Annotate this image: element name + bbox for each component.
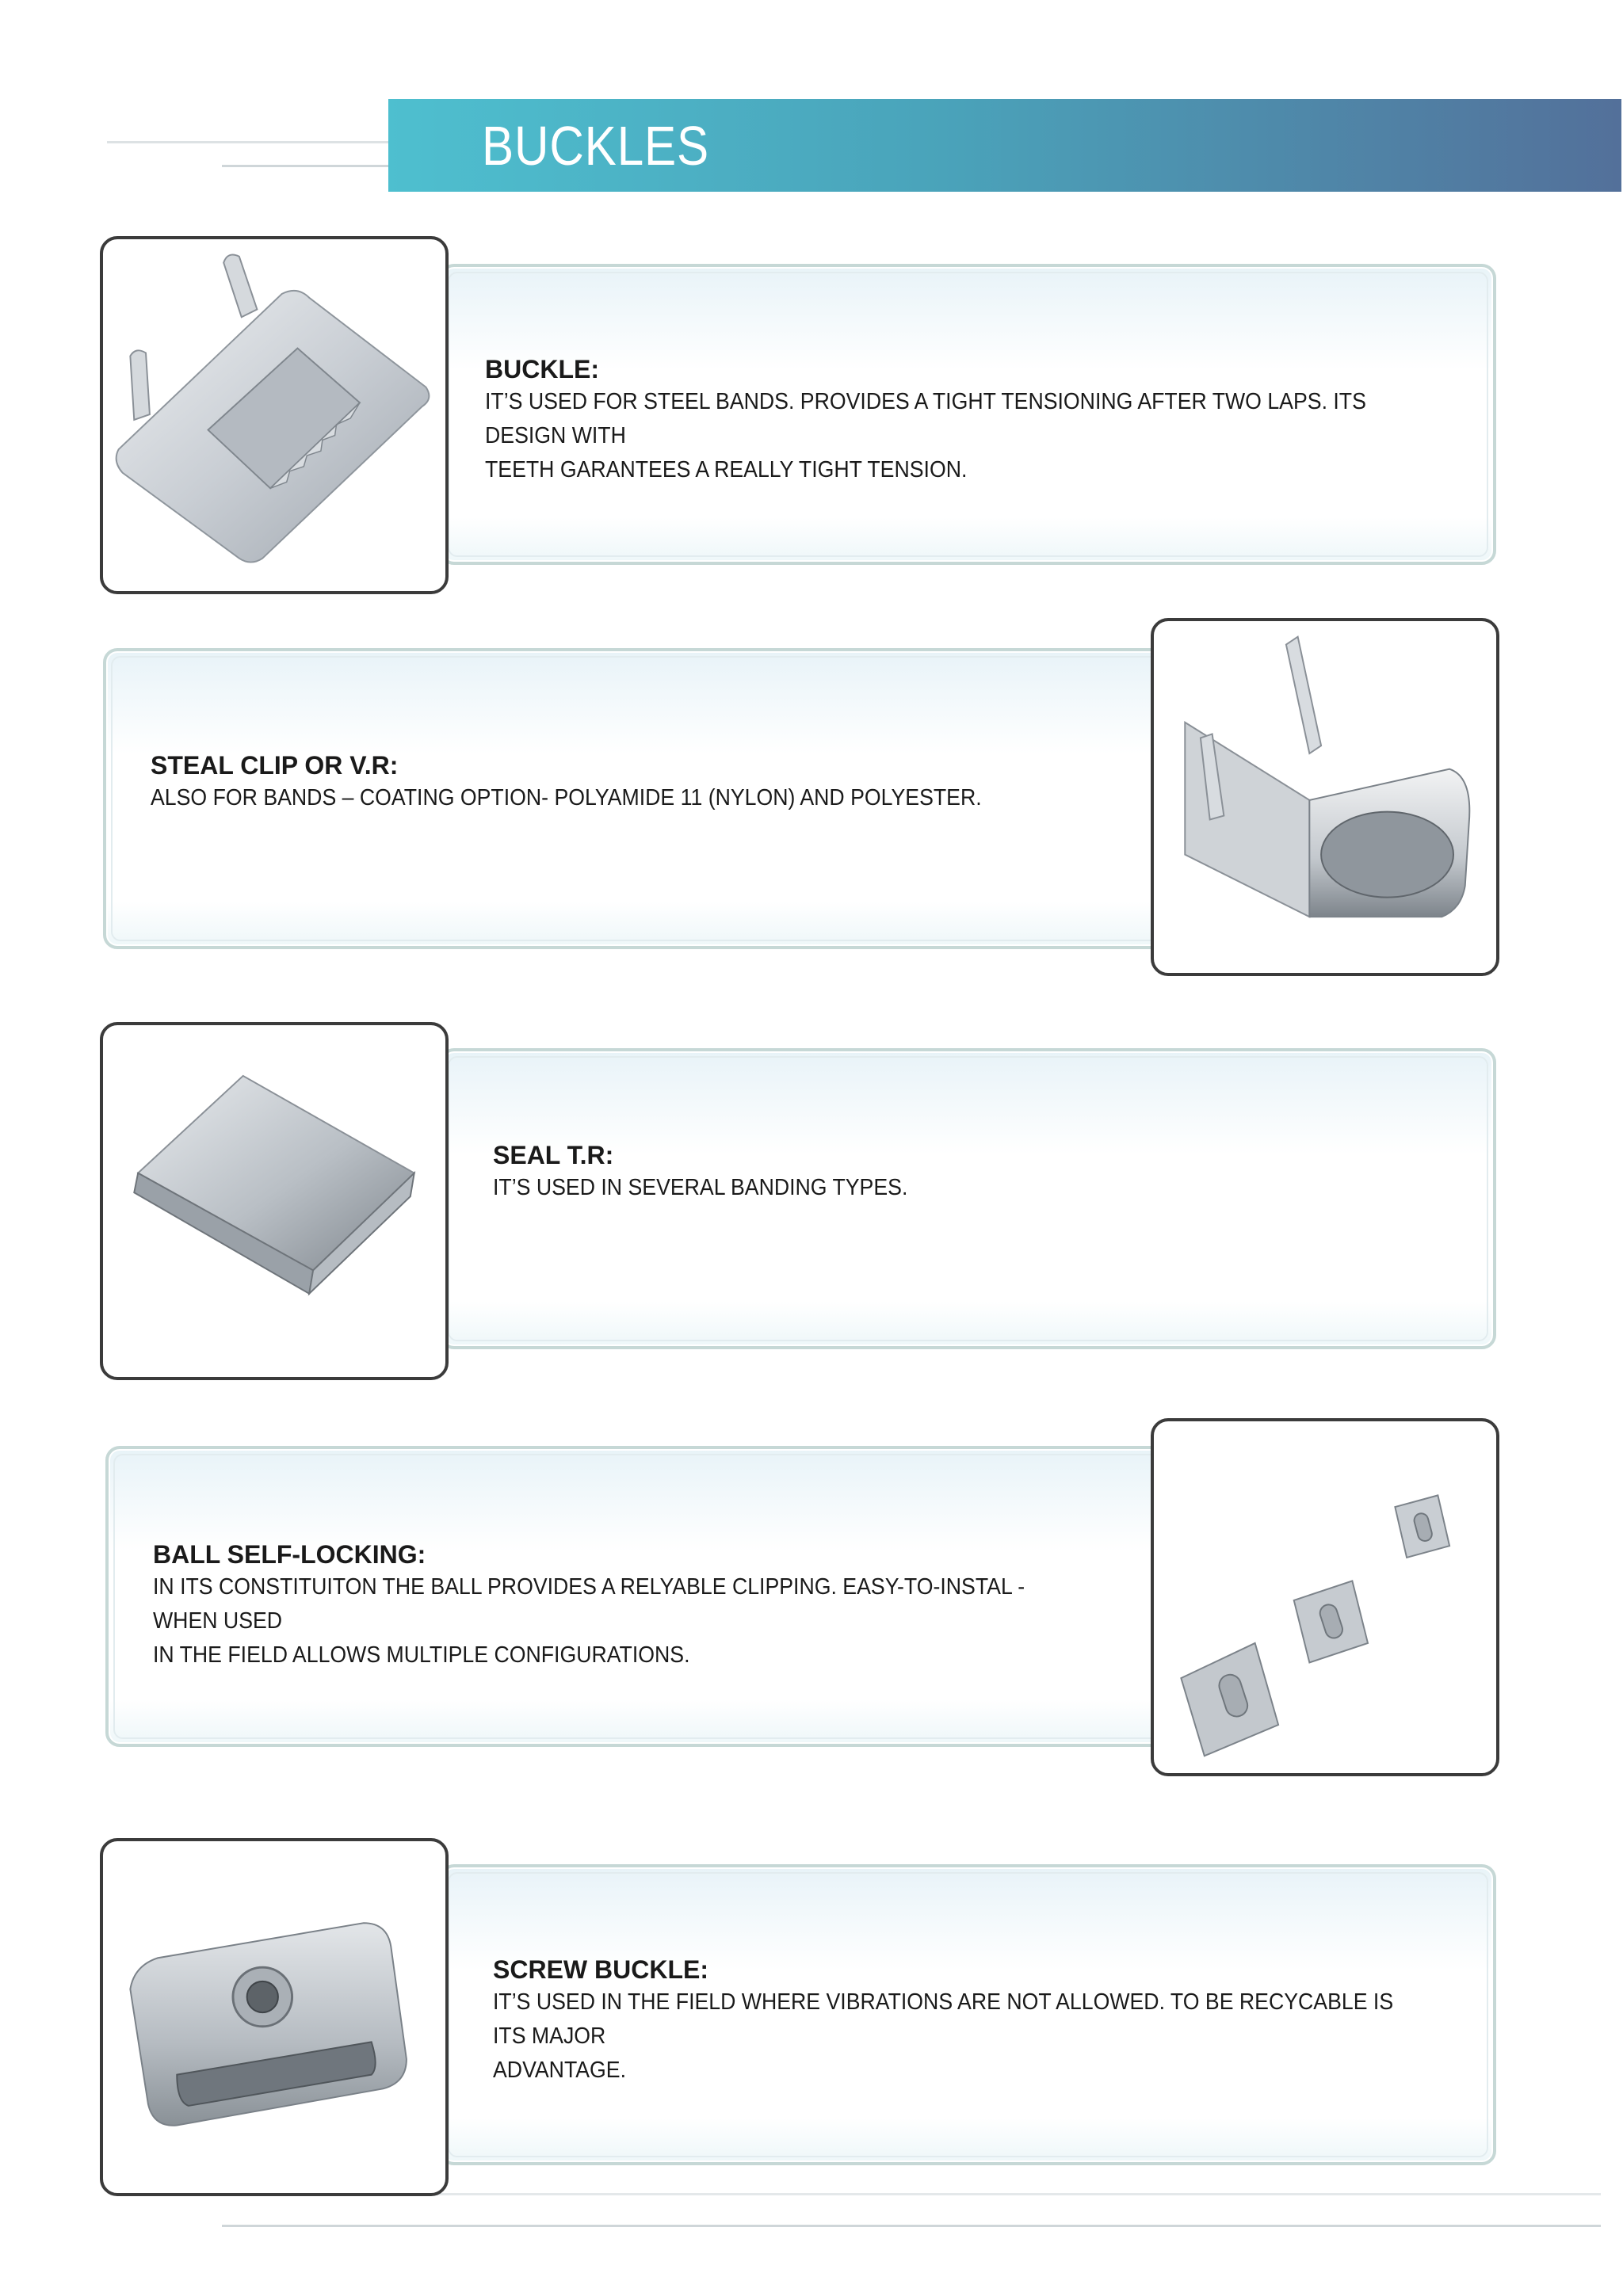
screw-buckle-image	[103, 1841, 445, 2193]
header-banner	[388, 99, 1621, 192]
item-description: IT’S USED IN THE FIELD WHERE VIBRATIONS ARE NOT ALLOWED. TO BE RECYCABLE IS ITS MAJOR ADVANTAGE.	[493, 1989, 1394, 2083]
toothed-buckle-image	[103, 239, 445, 591]
footer-deco-line-bottom	[222, 2225, 1601, 2227]
header-deco-line-bottom	[222, 165, 388, 167]
item-text-screw-buckle	[493, 1954, 1484, 2088]
item-title: STEAL CLIP OR V.R:	[151, 751, 399, 780]
item-text-steel-clip	[151, 749, 1141, 815]
page-title: BUCKLES	[482, 115, 710, 177]
item-text-seal	[493, 1139, 1484, 1205]
item-text-buckle	[485, 353, 1476, 487]
item-description: ALSO FOR BANDS – COATING OPTION- POLYAMIDE 11 (NYLON) AND POLYESTER.	[151, 785, 982, 810]
item-image-frame	[100, 1022, 449, 1380]
item-title: BALL SELF-LOCKING:	[153, 1540, 426, 1569]
item-image-frame	[1151, 618, 1499, 976]
header-deco-line-top	[107, 141, 388, 143]
item-image-frame	[100, 236, 449, 594]
item-title: BUCKLE:	[485, 355, 599, 383]
steel-clip-image	[1154, 621, 1496, 973]
seal-image	[103, 1025, 445, 1377]
item-description: IT’S USED IN SEVERAL BANDING TYPES.	[493, 1175, 908, 1200]
item-description: IT’S USED FOR STEEL BANDS. PROVIDES A TIGHT TENSIONING AFTER TWO LAPS. ITS DESIGN WITH TEETH GARANTEES A REALLY TIGHT TENSION.	[485, 389, 1366, 482]
footer-deco-line-top	[269, 2193, 1601, 2195]
item-title: SCREW BUCKLE:	[493, 1955, 708, 1984]
item-image-frame	[100, 1838, 449, 2196]
item-image-frame	[1151, 1418, 1499, 1776]
item-title: SEAL T.R:	[493, 1141, 614, 1169]
item-description: IN ITS CONSTITUITON THE BALL PROVIDES A RELYABLE CLIPPING. EASY-TO-INSTAL - WHEN USED IN THE FIELD ALLOWS MULTIPLE CONFIGURATIONS.	[153, 1574, 1025, 1668]
item-text-ball-self-locking	[153, 1539, 1144, 1672]
ball-lock-buckles-image	[1154, 1421, 1496, 1773]
